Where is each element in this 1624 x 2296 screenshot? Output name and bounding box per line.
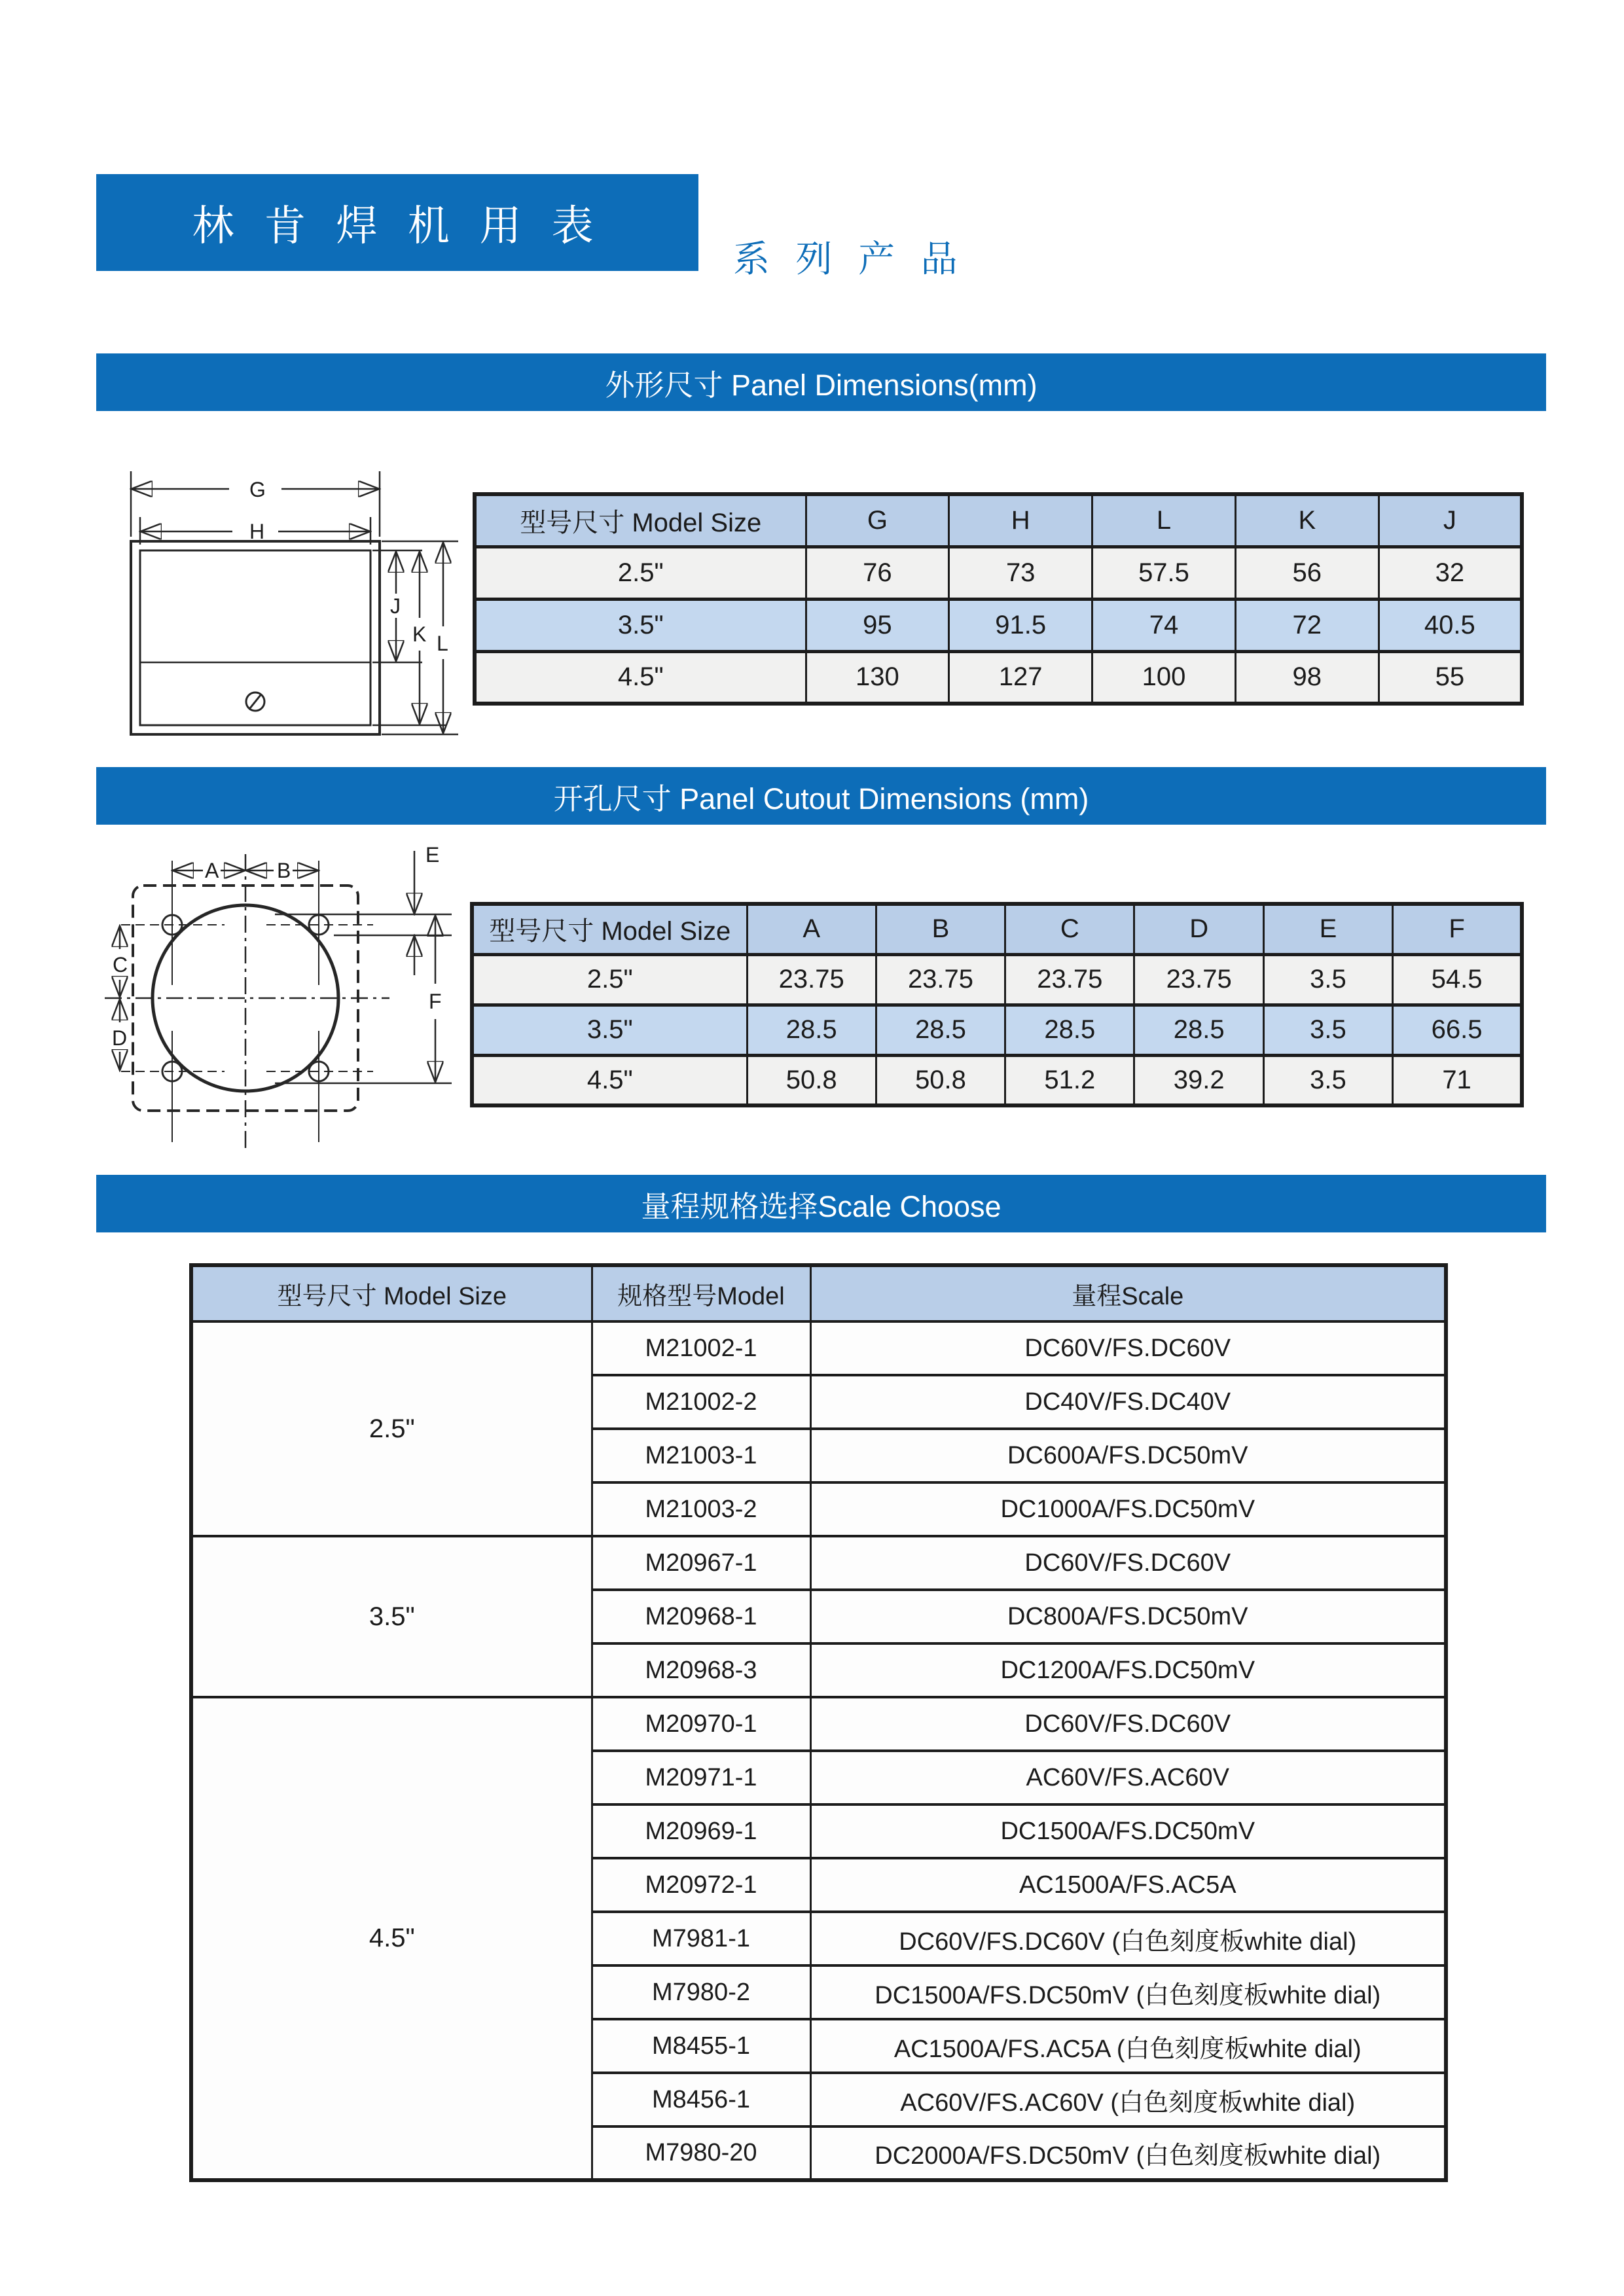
- table-cell: DC60V/FS.DC60V: [810, 1321, 1446, 1375]
- table-header-cell: E: [1263, 904, 1392, 954]
- table-cell: DC40V/FS.DC40V: [810, 1375, 1446, 1429]
- table-cell: M21002-2: [592, 1375, 810, 1429]
- table-cell: 3.5: [1263, 954, 1392, 1005]
- dim-label-h: H: [249, 520, 265, 543]
- dimension-lines: [131, 471, 458, 734]
- dimension-labels: [112, 843, 442, 1050]
- panel-cutout-diagram: [82, 834, 461, 1155]
- table-cell: DC1500A/FS.DC50mV (白色刻度板white dial): [810, 1965, 1446, 2019]
- table-cell: M20967-1: [592, 1536, 810, 1590]
- table-header-cell: C: [1005, 904, 1134, 954]
- table-cell: 23.75: [1005, 954, 1134, 1005]
- table-cell: AC60V/FS.AC60V: [810, 1751, 1446, 1804]
- table-header-cell: 型号尺寸 Model Size: [472, 904, 747, 954]
- table-cell: DC60V/FS.DC60V: [810, 1697, 1446, 1751]
- panel-dimensions-diagram: [82, 440, 461, 744]
- table-cell: 54.5: [1393, 954, 1522, 1005]
- table-cell: 57.5: [1092, 547, 1236, 599]
- table-row: [475, 651, 1522, 704]
- table-cell: 74: [1092, 599, 1236, 651]
- banner-panel-dimensions: [96, 353, 1546, 411]
- table-cell: 28.5: [876, 1005, 1005, 1055]
- table-cell: DC800A/FS.DC50mV: [810, 1590, 1446, 1643]
- banner-scale-choose: [96, 1175, 1546, 1232]
- dim-label-k: K: [412, 622, 427, 646]
- table-cell: M21003-1: [592, 1429, 810, 1482]
- table-cell: 72: [1235, 599, 1379, 651]
- scale-choose-table: [189, 1263, 1448, 2182]
- table-cell: 23.75: [876, 954, 1005, 1005]
- banner-panel-cutout-label: 开孔尺寸 Panel Cutout Dimensions (mm): [553, 781, 1089, 816]
- table-cell: M7980-20: [592, 2126, 810, 2180]
- table-row: [191, 1697, 1446, 1751]
- table-header-cell: 量程Scale: [810, 1265, 1446, 1321]
- table-header-row: [191, 1265, 1446, 1321]
- table-cell: 50.8: [876, 1055, 1005, 1105]
- table-cell: M7980-2: [592, 1965, 810, 2019]
- table-cell: 66.5: [1393, 1005, 1522, 1055]
- brand-title: 林 肯 焊 机 用 表: [192, 202, 603, 249]
- table-row: [191, 1536, 1446, 1590]
- table-cell: 55: [1379, 651, 1522, 704]
- table-header-cell: B: [876, 904, 1005, 954]
- table-cell: M21003-2: [592, 1482, 810, 1536]
- table-cell: AC1500A/FS.AC5A (白色刻度板white dial): [810, 2019, 1446, 2073]
- table-cell: 4.5": [472, 1055, 747, 1105]
- table-cell: 76: [806, 547, 949, 599]
- banner-panel-dimensions-label: 外形尺寸 Panel Dimensions(mm): [605, 368, 1038, 402]
- dim-label-d: D: [112, 1026, 128, 1050]
- table-cell: 28.5: [1005, 1005, 1134, 1055]
- table-header-cell: G: [806, 494, 949, 547]
- table-header-cell: A: [747, 904, 876, 954]
- series-subtitle: 系 列 产 品: [733, 238, 965, 279]
- model-size-cell: 4.5": [191, 1697, 592, 2180]
- table-row: [475, 547, 1522, 599]
- dim-label-g: G: [249, 478, 266, 501]
- table-cell: 28.5: [747, 1005, 876, 1055]
- panel-dimensions-table: [473, 492, 1524, 706]
- table-cell: M20968-3: [592, 1643, 810, 1697]
- table-header-cell: D: [1134, 904, 1263, 954]
- banner-scale-choose-label: 量程规格选择Scale Choose: [641, 1189, 1001, 1223]
- table-row: [472, 1055, 1522, 1105]
- table-row: [191, 1321, 1446, 1375]
- brand-title-box: [96, 174, 698, 271]
- model-size-cell: 3.5": [191, 1536, 592, 1697]
- panel-cutout-table: [470, 902, 1524, 1107]
- table-cell: 39.2: [1134, 1055, 1263, 1105]
- dim-label-a: A: [205, 859, 219, 882]
- table-cell: M20970-1: [592, 1697, 810, 1751]
- table-header-row: [472, 904, 1522, 954]
- table-cell: M20969-1: [592, 1804, 810, 1858]
- table-cell: M20968-1: [592, 1590, 810, 1643]
- table-cell: M21002-1: [592, 1321, 810, 1375]
- dim-label-e: E: [425, 843, 440, 867]
- table-cell: 50.8: [747, 1055, 876, 1105]
- dim-label-l: L: [437, 632, 448, 655]
- table-cell: DC1500A/FS.DC50mV: [810, 1804, 1446, 1858]
- table-header-cell: 型号尺寸 Model Size: [191, 1265, 592, 1321]
- dimension-labels: [249, 478, 448, 655]
- table-cell: 2.5": [472, 954, 747, 1005]
- table-cell: M8456-1: [592, 2073, 810, 2126]
- table-cell: 3.5": [472, 1005, 747, 1055]
- table-cell: 51.2: [1005, 1055, 1134, 1105]
- table-cell: 91.5: [949, 599, 1092, 651]
- table-cell: 28.5: [1134, 1005, 1263, 1055]
- banner-panel-cutout: [96, 767, 1546, 825]
- table-cell: DC60V/FS.DC60V: [810, 1536, 1446, 1590]
- table-header-cell: 规格型号Model: [592, 1265, 810, 1321]
- table-cell: M20971-1: [592, 1751, 810, 1804]
- table-header-cell: H: [949, 494, 1092, 547]
- table-cell: 130: [806, 651, 949, 704]
- table-cell: M7981-1: [592, 1912, 810, 1965]
- dim-label-c: C: [113, 953, 128, 977]
- table-cell: 23.75: [747, 954, 876, 1005]
- table-cell: 3.5: [1263, 1005, 1392, 1055]
- table-cell: DC2000A/FS.DC50mV (白色刻度板white dial): [810, 2126, 1446, 2180]
- table-cell: DC600A/FS.DC50mV: [810, 1429, 1446, 1482]
- table-cell: DC60V/FS.DC60V (白色刻度板white dial): [810, 1912, 1446, 1965]
- dim-label-f: F: [429, 990, 442, 1013]
- table-cell: 98: [1235, 651, 1379, 704]
- table-header-row: [475, 494, 1522, 547]
- table-cell: 73: [949, 547, 1092, 599]
- screw-icon: [246, 692, 264, 711]
- model-size-cell: 2.5": [191, 1321, 592, 1536]
- table-cell: 3.5": [475, 599, 806, 651]
- table-header-cell: K: [1235, 494, 1379, 547]
- table-header-cell: F: [1393, 904, 1522, 954]
- table-cell: DC1000A/FS.DC50mV: [810, 1482, 1446, 1536]
- centerlines: [105, 854, 389, 1149]
- table-header-cell: L: [1092, 494, 1236, 547]
- table-cell: 100: [1092, 651, 1236, 704]
- table-header-cell: 型号尺寸 Model Size: [475, 494, 806, 547]
- table-cell: AC1500A/FS.AC5A: [810, 1858, 1446, 1912]
- panel-outline: [131, 541, 380, 734]
- table-cell: M8455-1: [592, 2019, 810, 2073]
- table-cell: 71: [1393, 1055, 1522, 1105]
- table-cell: AC60V/FS.AC60V (白色刻度板white dial): [810, 2073, 1446, 2126]
- table-cell: DC1200A/FS.DC50mV: [810, 1643, 1446, 1697]
- table-cell: 95: [806, 599, 949, 651]
- table-cell: 40.5: [1379, 599, 1522, 651]
- table-cell: M20972-1: [592, 1858, 810, 1912]
- dim-label-b: B: [277, 859, 291, 882]
- table-cell: 127: [949, 651, 1092, 704]
- table-row: [472, 954, 1522, 1005]
- table-row: [475, 599, 1522, 651]
- table-cell: 32: [1379, 547, 1522, 599]
- table-cell: 4.5": [475, 651, 806, 704]
- table-cell: 2.5": [475, 547, 806, 599]
- table-cell: 23.75: [1134, 954, 1263, 1005]
- table-cell: 56: [1235, 547, 1379, 599]
- table-header-cell: J: [1379, 494, 1522, 547]
- table-row: [472, 1005, 1522, 1055]
- dim-label-j: J: [390, 594, 401, 618]
- table-cell: 3.5: [1263, 1055, 1392, 1105]
- hole-axis-lines: [121, 861, 373, 1142]
